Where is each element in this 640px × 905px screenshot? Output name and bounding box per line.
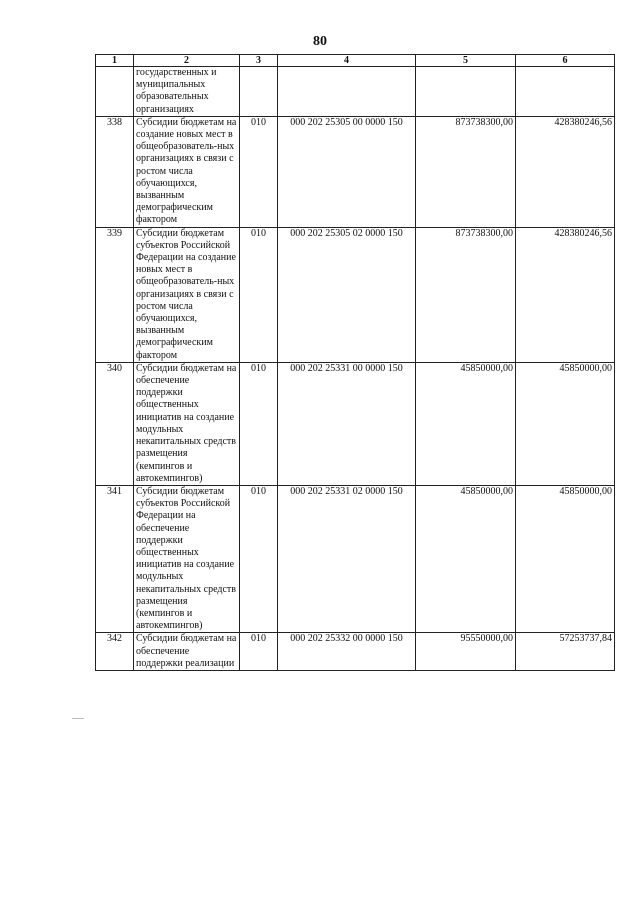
row-executed-amount: 428380246,56 [516,227,615,362]
row-executed-amount: 45850000,00 [516,485,615,632]
row-executed-amount [516,67,615,117]
row-name: Субсидии бюджетам субъектов Российской Федерации на обеспечение поддержки общественных инициатив на создание модульных некапитальных средств размещения (кемпингов и автокемпингов) [134,485,240,632]
header-row [96,55,615,67]
column-header-5: 5 [416,55,516,67]
row-number: 340 [96,362,134,485]
budget-table [95,54,615,671]
row-name: Субсидии бюджетам на обеспечение поддержки реализации [134,633,240,671]
row-code: 010 [240,362,278,485]
row-budget-code: 000 202 25332 00 0000 150 [278,633,416,671]
table-row [96,362,615,485]
row-approved-amount: 873738300,00 [416,227,516,362]
table-body [96,67,615,671]
table-row [96,485,615,632]
row-code: 010 [240,633,278,671]
table-row [96,633,615,671]
row-name: государственных и муниципальных образовательных организациях [134,67,240,117]
column-header-3: 3 [240,55,278,67]
row-budget-code: 000 202 25331 02 0000 150 [278,485,416,632]
row-name: Субсидии бюджетам субъектов Российской Федерации на создание новых мест в общеобразователь-ных организациях в связи с ростом числа обучающихся, вызванным демографическим фактором [134,227,240,362]
page-number: 80 [313,34,327,49]
row-name: Субсидии бюджетам на обеспечение поддержки общественных инициатив на создание модульных некапитальных средств размещения (кемпингов и автокемпингов) [134,362,240,485]
row-approved-amount: 873738300,00 [416,116,516,227]
row-approved-amount: 95550000,00 [416,633,516,671]
row-executed-amount: 57253737,84 [516,633,615,671]
column-header-4: 4 [278,55,416,67]
row-code: 010 [240,227,278,362]
row-budget-code: 000 202 25305 02 0000 150 [278,227,416,362]
row-code: 010 [240,485,278,632]
table-row [96,227,615,362]
row-approved-amount [416,67,516,117]
row-name: Субсидии бюджетам на создание новых мест в общеобразователь-ных организациях в связи с ростом числа обучающихся, вызванным демографическим фактором [134,116,240,227]
row-executed-amount: 428380246,56 [516,116,615,227]
column-header-6: 6 [516,55,615,67]
row-budget-code [278,67,416,117]
table-row [96,116,615,227]
table-row-continued [96,67,615,117]
row-code [240,67,278,117]
row-approved-amount: 45850000,00 [416,362,516,485]
row-number: 342 [96,633,134,671]
row-budget-code: 000 202 25331 00 0000 150 [278,362,416,485]
row-code: 010 [240,116,278,227]
row-number: 338 [96,116,134,227]
row-executed-amount: 45850000,00 [516,362,615,485]
row-number: 341 [96,485,134,632]
row-number: 339 [96,227,134,362]
scan-margin-mark [72,718,84,719]
column-header-1: 1 [96,55,134,67]
table-header [96,55,615,67]
row-number [96,67,134,117]
column-header-2: 2 [134,55,240,67]
row-budget-code: 000 202 25305 00 0000 150 [278,116,416,227]
row-approved-amount: 45850000,00 [416,485,516,632]
